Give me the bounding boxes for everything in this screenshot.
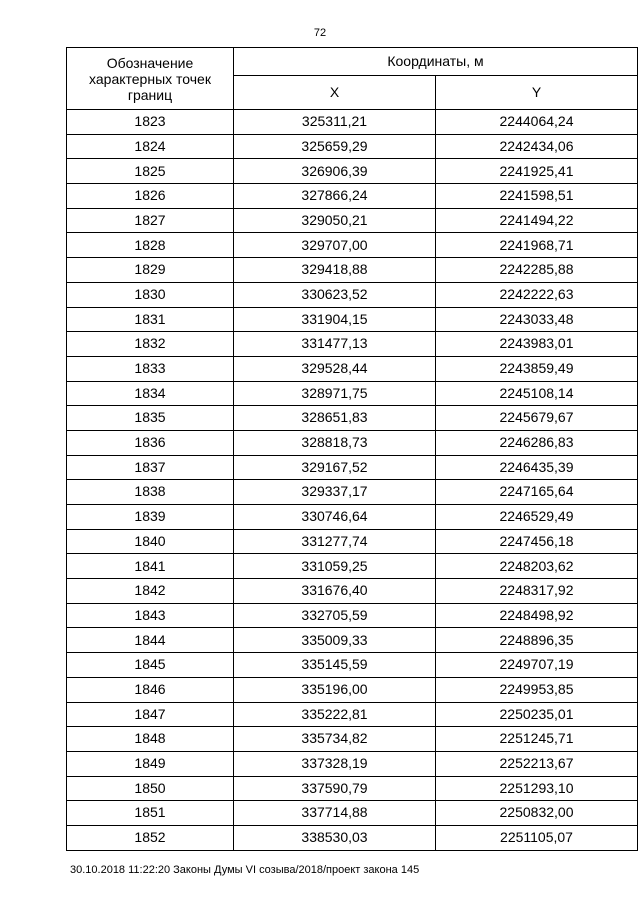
x-coordinate-cell: 331904,15: [234, 307, 436, 332]
y-coordinate-cell: 2246529,49: [436, 505, 638, 530]
coordinates-table: [66, 47, 638, 851]
point-id-cell: 1834: [67, 381, 234, 406]
y-coordinate-cell: 2243983,01: [436, 332, 638, 357]
point-id-cell: 1843: [67, 603, 234, 628]
y-coordinate-cell: 2251293,10: [436, 776, 638, 801]
point-id-cell: 1844: [67, 628, 234, 653]
x-coordinate-cell: 332705,59: [234, 603, 436, 628]
table-row: [67, 159, 638, 184]
point-id-cell: 1848: [67, 727, 234, 752]
y-coordinate-cell: 2241598,51: [436, 184, 638, 209]
table-row: [67, 406, 638, 431]
y-coordinate-cell: 2243859,49: [436, 356, 638, 381]
y-coordinate-cell: 2241925,41: [436, 159, 638, 184]
y-coordinate-cell: 2244064,24: [436, 110, 638, 135]
point-id-cell: 1840: [67, 529, 234, 554]
table-row: [67, 381, 638, 406]
table-body: [67, 110, 638, 851]
y-coordinate-cell: 2249953,85: [436, 677, 638, 702]
x-coordinate-cell: 335734,82: [234, 727, 436, 752]
table-row: [67, 505, 638, 530]
table-row: [67, 208, 638, 233]
y-column-header: Y: [436, 76, 638, 110]
table-row: [67, 480, 638, 505]
table-row: [67, 727, 638, 752]
table-row: [67, 579, 638, 604]
y-coordinate-cell: 2250235,01: [436, 702, 638, 727]
table-row: [67, 430, 638, 455]
point-id-cell: 1830: [67, 282, 234, 307]
table-row: [67, 554, 638, 579]
y-coordinate-cell: 2250832,00: [436, 801, 638, 826]
y-coordinate-cell: 2246435,39: [436, 455, 638, 480]
point-id-cell: 1849: [67, 751, 234, 776]
y-coordinate-cell: 2248498,92: [436, 603, 638, 628]
table-row: [67, 603, 638, 628]
x-coordinate-cell: 331676,40: [234, 579, 436, 604]
y-coordinate-cell: 2241494,22: [436, 208, 638, 233]
y-coordinate-cell: 2242285,88: [436, 258, 638, 283]
point-id-cell: 1828: [67, 233, 234, 258]
point-id-cell: 1847: [67, 702, 234, 727]
point-id-cell: 1851: [67, 801, 234, 826]
x-coordinate-cell: 327866,24: [234, 184, 436, 209]
page-number: 72: [313, 27, 327, 39]
x-coordinate-cell: 337714,88: [234, 801, 436, 826]
table-row: [67, 332, 638, 357]
table-row: [67, 258, 638, 283]
point-id-cell: 1824: [67, 134, 234, 159]
x-coordinate-cell: 338530,03: [234, 825, 436, 850]
point-id-cell: 1827: [67, 208, 234, 233]
table-header: [67, 48, 638, 110]
point-id-cell: 1833: [67, 356, 234, 381]
x-coordinate-cell: 329528,44: [234, 356, 436, 381]
x-coordinate-cell: 331477,13: [234, 332, 436, 357]
point-id-cell: 1831: [67, 307, 234, 332]
point-id-cell: 1829: [67, 258, 234, 283]
point-id-cell: 1841: [67, 554, 234, 579]
x-column-header: X: [234, 76, 436, 110]
table-row: [67, 110, 638, 135]
table-row: [67, 184, 638, 209]
table-row: [67, 307, 638, 332]
table-row: [67, 628, 638, 653]
x-coordinate-cell: 335222,81: [234, 702, 436, 727]
x-coordinate-cell: 328651,83: [234, 406, 436, 431]
table-row: [67, 529, 638, 554]
point-id-cell: 1835: [67, 406, 234, 431]
point-id-cell: 1826: [67, 184, 234, 209]
x-coordinate-cell: 325311,21: [234, 110, 436, 135]
x-coordinate-cell: 335145,59: [234, 653, 436, 678]
y-coordinate-cell: 2249707,19: [436, 653, 638, 678]
table-row: [67, 282, 638, 307]
point-id-cell: 1832: [67, 332, 234, 357]
x-coordinate-cell: 326906,39: [234, 159, 436, 184]
table-row: [67, 356, 638, 381]
x-coordinate-cell: 328818,73: [234, 430, 436, 455]
point-id-cell: 1837: [67, 455, 234, 480]
table-row: [67, 825, 638, 850]
x-coordinate-cell: 337590,79: [234, 776, 436, 801]
x-coordinate-cell: 329707,00: [234, 233, 436, 258]
y-coordinate-cell: 2247456,18: [436, 529, 638, 554]
y-coordinate-cell: 2248317,92: [436, 579, 638, 604]
y-coordinate-cell: 2247165,64: [436, 480, 638, 505]
table-row: [67, 233, 638, 258]
x-coordinate-cell: 329167,52: [234, 455, 436, 480]
x-coordinate-cell: 328971,75: [234, 381, 436, 406]
point-id-cell: 1823: [67, 110, 234, 135]
y-coordinate-cell: 2248203,62: [436, 554, 638, 579]
x-coordinate-cell: 325659,29: [234, 134, 436, 159]
x-coordinate-cell: 329418,88: [234, 258, 436, 283]
x-coordinate-cell: 330623,52: [234, 282, 436, 307]
x-coordinate-cell: 331059,25: [234, 554, 436, 579]
y-coordinate-cell: 2245108,14: [436, 381, 638, 406]
y-coordinate-cell: 2245679,67: [436, 406, 638, 431]
point-id-cell: 1839: [67, 505, 234, 530]
table-row: [67, 677, 638, 702]
y-coordinate-cell: 2242434,06: [436, 134, 638, 159]
y-coordinate-cell: 2251105,07: [436, 825, 638, 850]
x-coordinate-cell: 330746,64: [234, 505, 436, 530]
y-coordinate-cell: 2251245,71: [436, 727, 638, 752]
table-row: [67, 455, 638, 480]
x-coordinate-cell: 331277,74: [234, 529, 436, 554]
x-coordinate-cell: 329050,21: [234, 208, 436, 233]
table-row: [67, 751, 638, 776]
y-coordinate-cell: 2243033,48: [436, 307, 638, 332]
y-coordinate-cell: 2242222,63: [436, 282, 638, 307]
x-coordinate-cell: 335196,00: [234, 677, 436, 702]
document-footer: 30.10.2018 11:22:20 Законы Думы VI созыва/2018/проект закона 145: [70, 864, 420, 876]
point-id-cell: 1845: [67, 653, 234, 678]
point-id-cell: 1836: [67, 430, 234, 455]
x-coordinate-cell: 337328,19: [234, 751, 436, 776]
y-coordinate-cell: 2241968,71: [436, 233, 638, 258]
x-coordinate-cell: 329337,17: [234, 480, 436, 505]
point-id-cell: 1850: [67, 776, 234, 801]
table-row: [67, 134, 638, 159]
table-row: [67, 653, 638, 678]
point-id-cell: 1838: [67, 480, 234, 505]
y-coordinate-cell: 2248896,35: [436, 628, 638, 653]
point-designation-header: Обозначение характерных точек границ: [67, 48, 234, 110]
point-id-cell: 1825: [67, 159, 234, 184]
point-id-cell: 1852: [67, 825, 234, 850]
point-id-cell: 1842: [67, 579, 234, 604]
table-row: [67, 801, 638, 826]
table-row: [67, 776, 638, 801]
x-coordinate-cell: 335009,33: [234, 628, 436, 653]
y-coordinate-cell: 2246286,83: [436, 430, 638, 455]
y-coordinate-cell: 2252213,67: [436, 751, 638, 776]
coordinates-header: Координаты, м: [234, 48, 638, 76]
point-id-cell: 1846: [67, 677, 234, 702]
table-row: [67, 702, 638, 727]
